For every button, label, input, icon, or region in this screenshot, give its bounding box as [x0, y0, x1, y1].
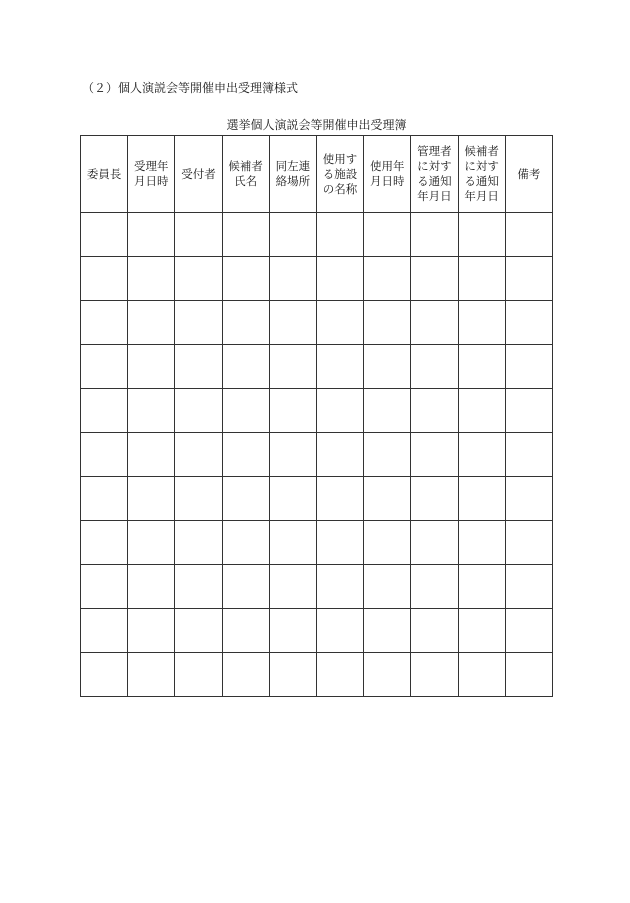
table-cell	[175, 257, 222, 301]
table-cell	[269, 653, 316, 697]
table-cell	[81, 477, 128, 521]
table-cell	[128, 433, 175, 477]
table-title: 選挙個人演説会等開催申出受理簿	[226, 118, 407, 132]
table-cell	[222, 521, 269, 565]
table-cell	[222, 565, 269, 609]
table-cell	[316, 389, 363, 433]
table-cell	[128, 477, 175, 521]
table-row	[81, 521, 553, 565]
table-cell	[505, 477, 552, 521]
table-cell	[364, 257, 411, 301]
table-cell	[411, 345, 458, 389]
table-cell	[458, 213, 505, 257]
table-cell	[269, 345, 316, 389]
table-cell	[175, 521, 222, 565]
table-cell	[505, 653, 552, 697]
column-header-line: 使用す	[322, 151, 358, 166]
table-cell	[175, 433, 222, 477]
table-cell	[81, 609, 128, 653]
table-cell	[269, 257, 316, 301]
table-cell	[364, 565, 411, 609]
table-cell	[364, 609, 411, 653]
table-cell	[269, 213, 316, 257]
column-header-line: 受理年	[134, 159, 169, 173]
table-cell	[128, 213, 175, 257]
table-cell	[411, 565, 458, 609]
column-header-line: 同左連	[275, 159, 311, 173]
table-cell	[364, 653, 411, 697]
column-header-line: 委員長	[86, 166, 122, 181]
table-cell	[458, 257, 505, 301]
column-header	[175, 136, 222, 213]
table-cell	[81, 653, 128, 697]
table-cell	[411, 477, 458, 521]
table-cell	[128, 257, 175, 301]
table-cell	[269, 477, 316, 521]
table-row	[81, 301, 553, 345]
table-cell	[128, 565, 175, 609]
table-cell	[269, 609, 316, 653]
table-cell	[81, 389, 128, 433]
table-cell	[128, 521, 175, 565]
table-cell	[81, 433, 128, 477]
table-cell	[128, 653, 175, 697]
table-row	[81, 609, 553, 653]
table-cell	[364, 389, 411, 433]
column-header-line: 候補者	[464, 144, 499, 158]
table-cell	[364, 477, 411, 521]
table-cell	[222, 345, 269, 389]
column-header	[411, 136, 458, 213]
table-cell	[505, 565, 552, 609]
column-header-line: 月日時	[134, 174, 169, 188]
table-cell	[505, 213, 552, 257]
table-cell	[222, 257, 269, 301]
table-cell	[458, 609, 505, 653]
table-cell	[505, 521, 552, 565]
column-header-line: の名称	[322, 181, 358, 196]
table-cell	[505, 345, 552, 389]
table-cell	[222, 609, 269, 653]
table-cell	[411, 213, 458, 257]
table-row	[81, 477, 553, 521]
column-header-line: 月日時	[369, 174, 405, 188]
table-cell	[81, 521, 128, 565]
table-cell	[222, 389, 269, 433]
table-cell	[175, 389, 222, 433]
table-cell	[505, 433, 552, 477]
table-cell	[175, 345, 222, 389]
table-cell	[81, 213, 128, 257]
table-cell	[222, 477, 269, 521]
table-cell	[458, 521, 505, 565]
table-cell	[269, 389, 316, 433]
table-cell	[505, 257, 552, 301]
table-cell	[128, 389, 175, 433]
table-cell	[222, 213, 269, 257]
table-cell	[269, 565, 316, 609]
column-header-line: 受付者	[181, 166, 216, 181]
table-cell	[316, 653, 363, 697]
table-row	[81, 345, 553, 389]
table-cell	[175, 609, 222, 653]
table-cell	[364, 521, 411, 565]
table-cell	[175, 565, 222, 609]
table-cell	[81, 257, 128, 301]
table-cell	[175, 477, 222, 521]
table-cell	[411, 257, 458, 301]
table-cell	[364, 345, 411, 389]
column-header-line: 年月日	[417, 189, 452, 203]
column-header-line: 絡場所	[275, 174, 311, 188]
table-cell	[175, 301, 222, 345]
table-cell	[458, 477, 505, 521]
table-cell	[222, 433, 269, 477]
table-cell	[175, 653, 222, 697]
column-header-line: る通知	[464, 174, 499, 188]
table-cell	[316, 257, 363, 301]
table-cell	[269, 433, 316, 477]
column-header	[316, 136, 363, 213]
table-header-row	[81, 136, 553, 213]
table-cell	[316, 433, 363, 477]
table-cell	[316, 521, 363, 565]
table-cell	[458, 653, 505, 697]
table-cell	[81, 345, 128, 389]
column-header	[505, 136, 552, 213]
table-cell	[269, 521, 316, 565]
table-row	[81, 653, 553, 697]
table-row	[81, 257, 553, 301]
column-header	[222, 136, 269, 213]
table-cell	[316, 565, 363, 609]
table-cell	[411, 301, 458, 345]
table-cell	[316, 213, 363, 257]
table-cell	[128, 345, 175, 389]
column-header-line: 管理者	[417, 144, 452, 158]
table-cell	[175, 213, 222, 257]
table-cell	[411, 521, 458, 565]
table-cell	[316, 301, 363, 345]
column-header-line: に対す	[464, 159, 499, 173]
table-cell	[411, 389, 458, 433]
table-body	[81, 213, 553, 697]
column-header	[128, 136, 175, 213]
table-cell	[316, 345, 363, 389]
table-cell	[81, 565, 128, 609]
table-cell	[222, 301, 269, 345]
table-row	[81, 565, 553, 609]
table-cell	[458, 389, 505, 433]
table-cell	[316, 477, 363, 521]
table-cell	[128, 609, 175, 653]
table-cell	[411, 609, 458, 653]
table-cell	[458, 345, 505, 389]
column-header-line: る通知	[417, 174, 452, 188]
table-cell	[316, 609, 363, 653]
column-header-line: る施設	[322, 166, 358, 181]
table-row	[81, 213, 553, 257]
table-cell	[411, 653, 458, 697]
table-cell	[505, 609, 552, 653]
table-cell	[458, 565, 505, 609]
column-header-line: 年月日	[464, 189, 499, 203]
table-cell	[505, 301, 552, 345]
column-header-line: 備考	[517, 166, 541, 181]
column-header	[364, 136, 411, 213]
table-cell	[411, 433, 458, 477]
table-cell	[364, 301, 411, 345]
section-heading: （２）個人演説会等開催申出受理簿様式	[82, 81, 299, 95]
table-cell	[505, 389, 552, 433]
table-row	[81, 433, 553, 477]
table-cell	[364, 433, 411, 477]
column-header	[269, 136, 316, 213]
table-cell	[81, 301, 128, 345]
column-header-line: 候補者	[228, 159, 263, 173]
table-cell	[458, 301, 505, 345]
column-header	[458, 136, 505, 213]
column-header-line: 氏名	[234, 174, 258, 188]
column-header	[81, 136, 128, 213]
table-cell	[458, 433, 505, 477]
register-table	[80, 135, 553, 697]
column-header-line: 使用年	[369, 159, 405, 173]
table-cell	[364, 213, 411, 257]
table-row	[81, 389, 553, 433]
table-cell	[269, 301, 316, 345]
column-header-line: に対す	[417, 159, 452, 173]
table-cell	[128, 301, 175, 345]
table-cell	[222, 653, 269, 697]
